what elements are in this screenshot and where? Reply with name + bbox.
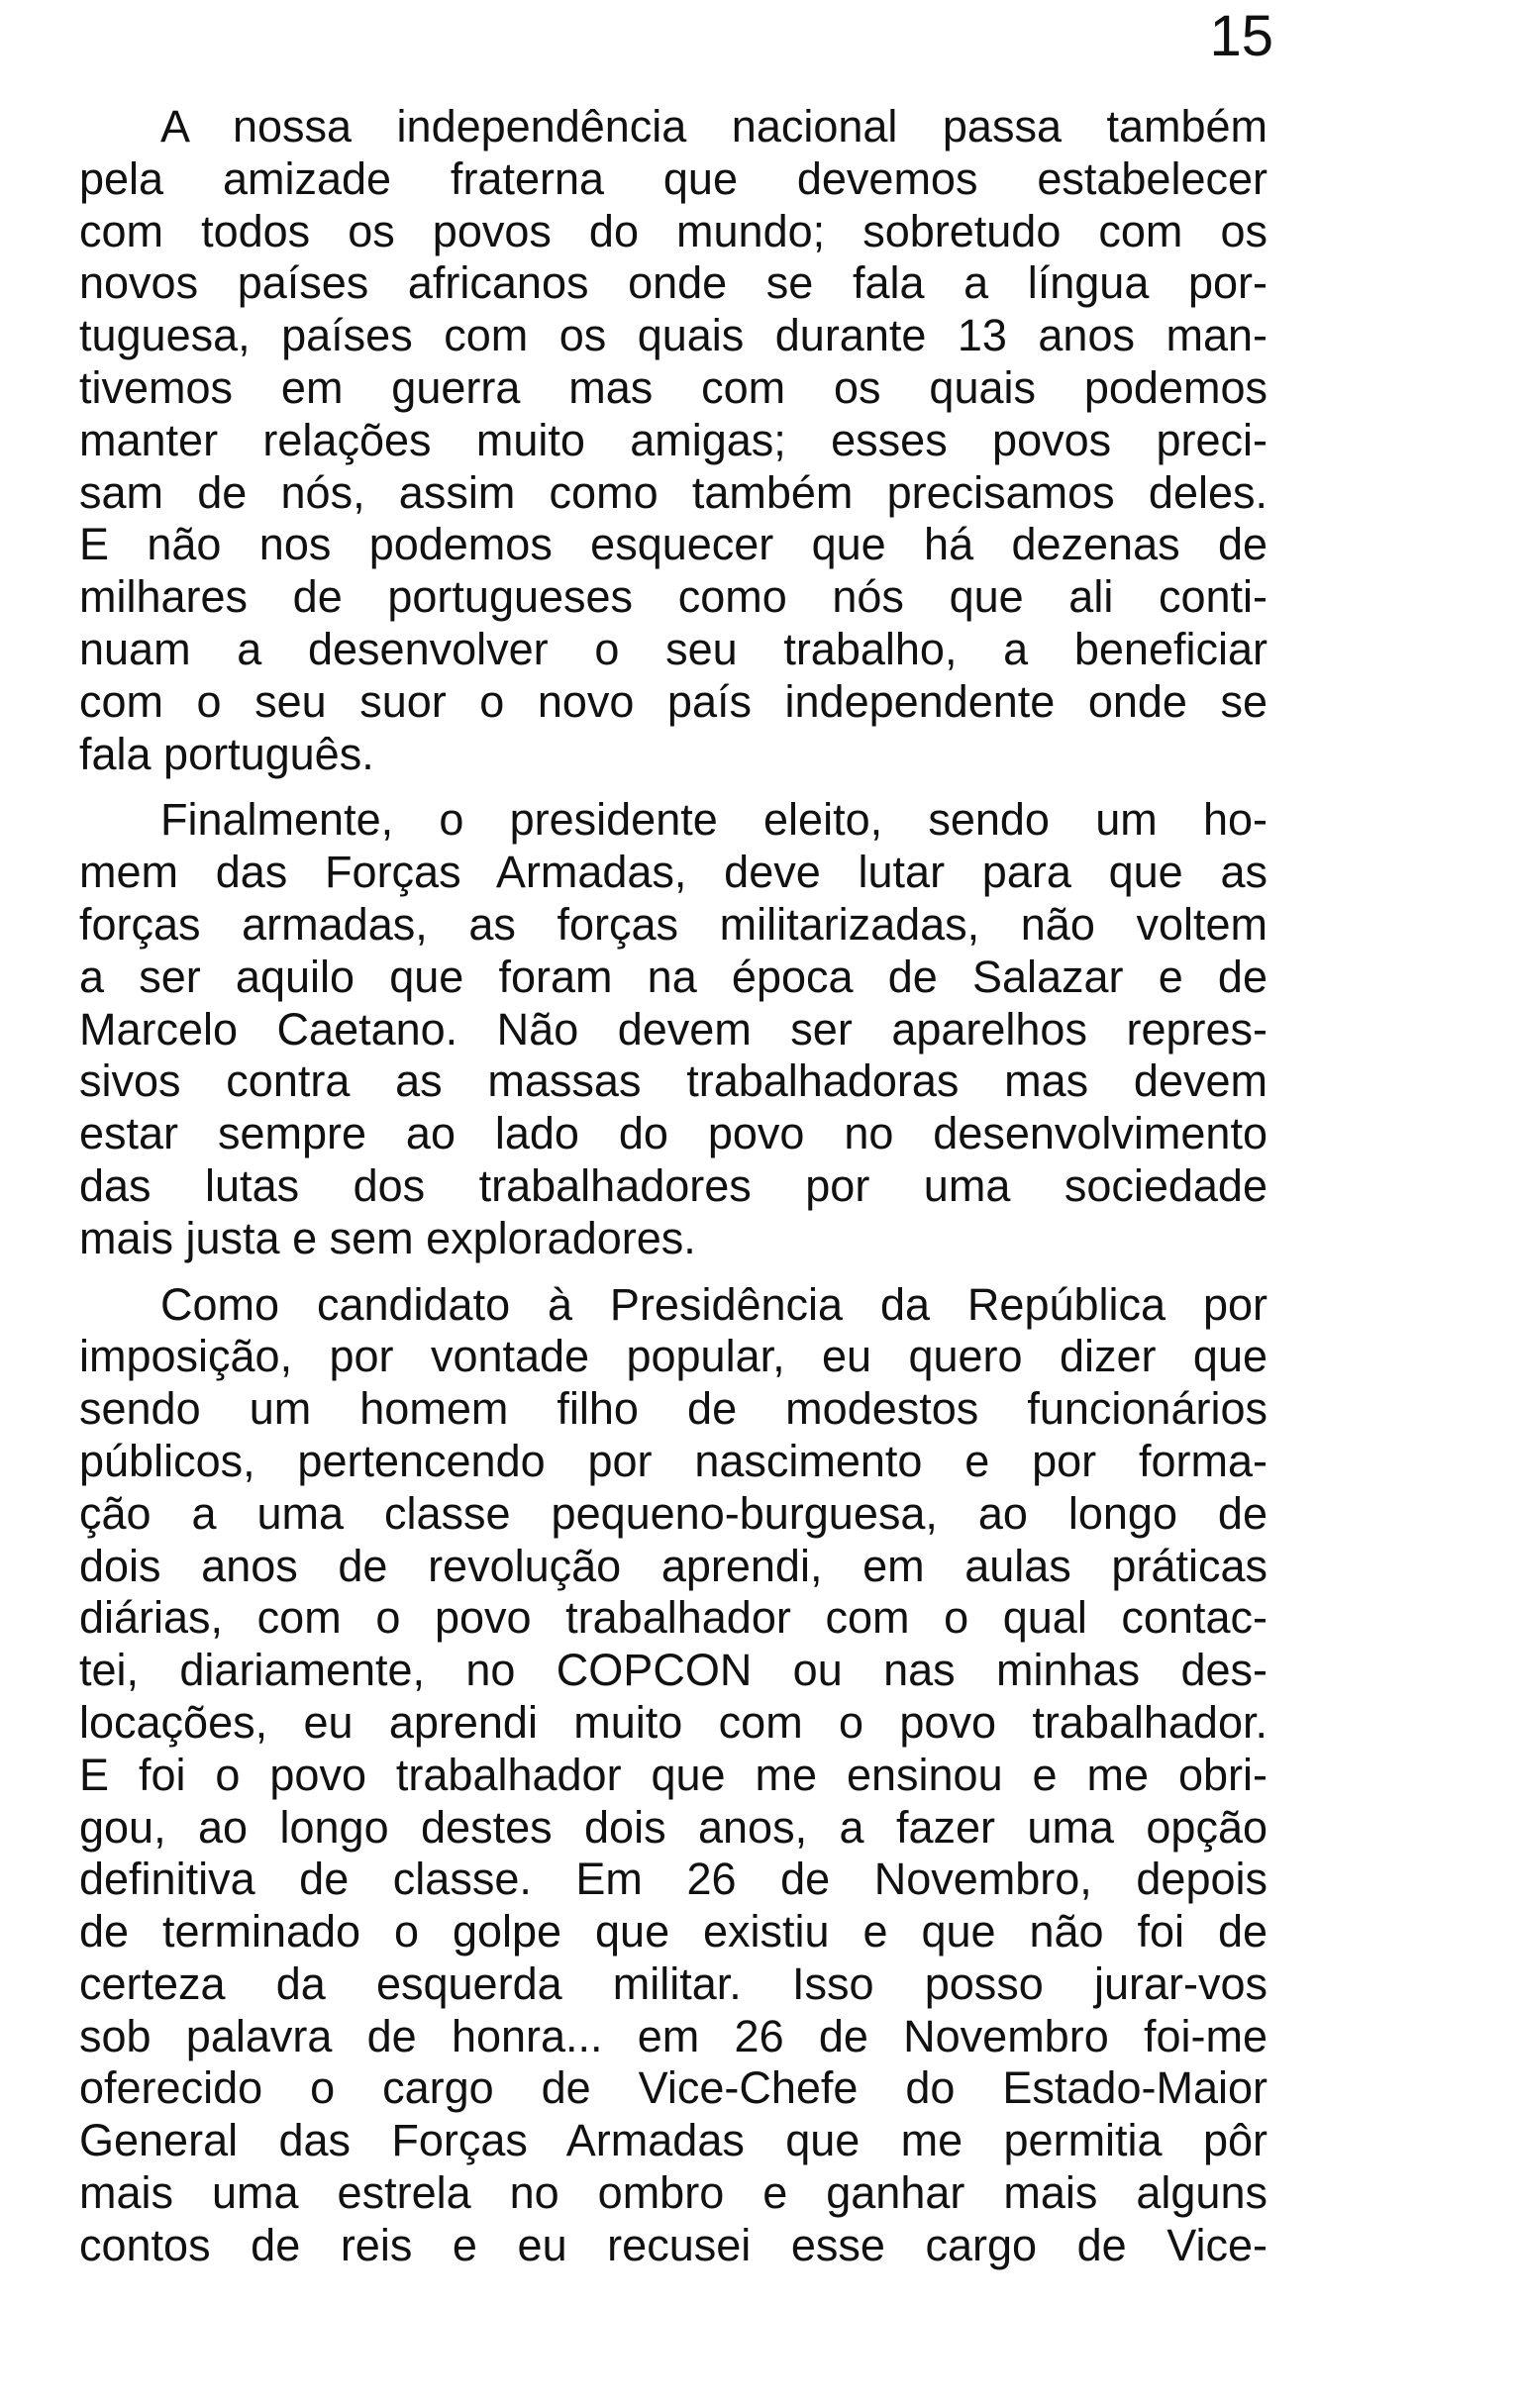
- text-line: dois anos de revolução aprendi, em aulas práticas: [79, 1540, 1268, 1591]
- text-line: novos países africanos onde se fala a língua por-: [79, 257, 1268, 309]
- text-line: sam de nós, assim como também precisamos deles.: [79, 466, 1268, 518]
- paragraph-spacer: [79, 780, 1268, 794]
- text-line: diárias, com o povo trabalhador com o qual contac-: [79, 1592, 1268, 1644]
- text-line: imposição, por vontade popular, eu quero dizer que: [79, 1331, 1268, 1382]
- text-line: mem das Forças Armadas, deve lutar para que as: [79, 847, 1268, 898]
- body-text: [79, 101, 1268, 2272]
- page-number: 15: [1209, 4, 1273, 68]
- text-line: mais justa e sem exploradores.: [79, 1212, 696, 1263]
- text-line: sivos contra as massas trabalhadoras mas devem: [79, 1055, 1268, 1107]
- text-line: E não nos podemos esquecer que há dezenas de: [79, 519, 1268, 570]
- text-line: sob palavra de honra... em 26 de Novembro foi-me: [79, 2010, 1268, 2061]
- text-line: forças armadas, as forças militarizadas, não voltem: [79, 898, 1268, 950]
- text-line: de terminado o golpe que existiu e que não foi de: [79, 1906, 1268, 1957]
- text-line: definitiva de classe. Em 26 de Novembro, depois: [79, 1854, 1268, 1905]
- text-line: Marcelo Caetano. Não devem ser aparelhos repres-: [79, 1003, 1268, 1054]
- text-line: ção a uma classe pequeno-burguesa, ao longo de: [79, 1487, 1268, 1539]
- text-line: gou, ao longo destes dois anos, a fazer uma opção: [79, 1801, 1268, 1853]
- text-line: tivemos em guerra mas com os quais podemos: [79, 361, 1268, 413]
- paragraph-1: [79, 101, 1268, 780]
- text-line: certeza da esquerda militar. Isso posso jurar-vos: [79, 1957, 1268, 2009]
- text-line: Como candidato à Presidência da República por: [160, 1278, 1268, 1330]
- text-line: tei, diariamente, no COPCON ou nas minhas des-: [79, 1645, 1268, 1696]
- text-line: manter relações muito amigas; esses povos preci-: [79, 414, 1268, 465]
- paragraph-3: [79, 1279, 1268, 2272]
- text-line: locações, eu aprendi muito com o povo trabalhador.: [79, 1696, 1268, 1748]
- text-line: com o seu suor o novo país independente onde se: [79, 675, 1268, 727]
- text-line: General das Forças Armadas que me permitia pôr: [79, 2115, 1268, 2166]
- text-line: públicos, pertencendo por nascimento e por forma-: [79, 1435, 1268, 1486]
- text-line: Finalmente, o presidente eleito, sendo um ho-: [160, 794, 1268, 846]
- text-line: nuam a desenvolver o seu trabalho, a beneficiar: [79, 623, 1268, 674]
- text-line: oferecido o cargo de Vice-Chefe do Estado-Maior: [79, 2062, 1268, 2114]
- text-line: fala português.: [79, 728, 374, 779]
- text-line: estar sempre ao lado do povo no desenvolvimento: [79, 1108, 1268, 1159]
- text-line: E foi o povo trabalhador que me ensinou e me obri-: [79, 1749, 1268, 1800]
- text-line: contos de reis e eu recusei esse cargo de Vice-: [79, 2219, 1268, 2270]
- paragraph-2: [79, 794, 1268, 1264]
- text-line: com todos os povos do mundo; sobretudo com os: [79, 205, 1268, 256]
- text-line: milhares de portugueses como nós que ali conti-: [79, 571, 1268, 623]
- text-line: das lutas dos trabalhadores por uma sociedade: [79, 1159, 1268, 1211]
- paragraph-spacer: [79, 1265, 1268, 1279]
- text-line: a ser aquilo que foram na época de Salazar e de: [79, 951, 1268, 1002]
- text-line: tuguesa, países com os quais durante 13 anos man-: [79, 310, 1268, 361]
- text-line: A nossa independência nacional passa também: [160, 101, 1268, 151]
- text-line: mais uma estrela no ombro e ganhar mais alguns: [79, 2167, 1268, 2219]
- text-line: pela amizade fraterna que devemos estabelecer: [79, 152, 1268, 204]
- text-line: sendo um homem filho de modestos funcionários: [79, 1383, 1268, 1435]
